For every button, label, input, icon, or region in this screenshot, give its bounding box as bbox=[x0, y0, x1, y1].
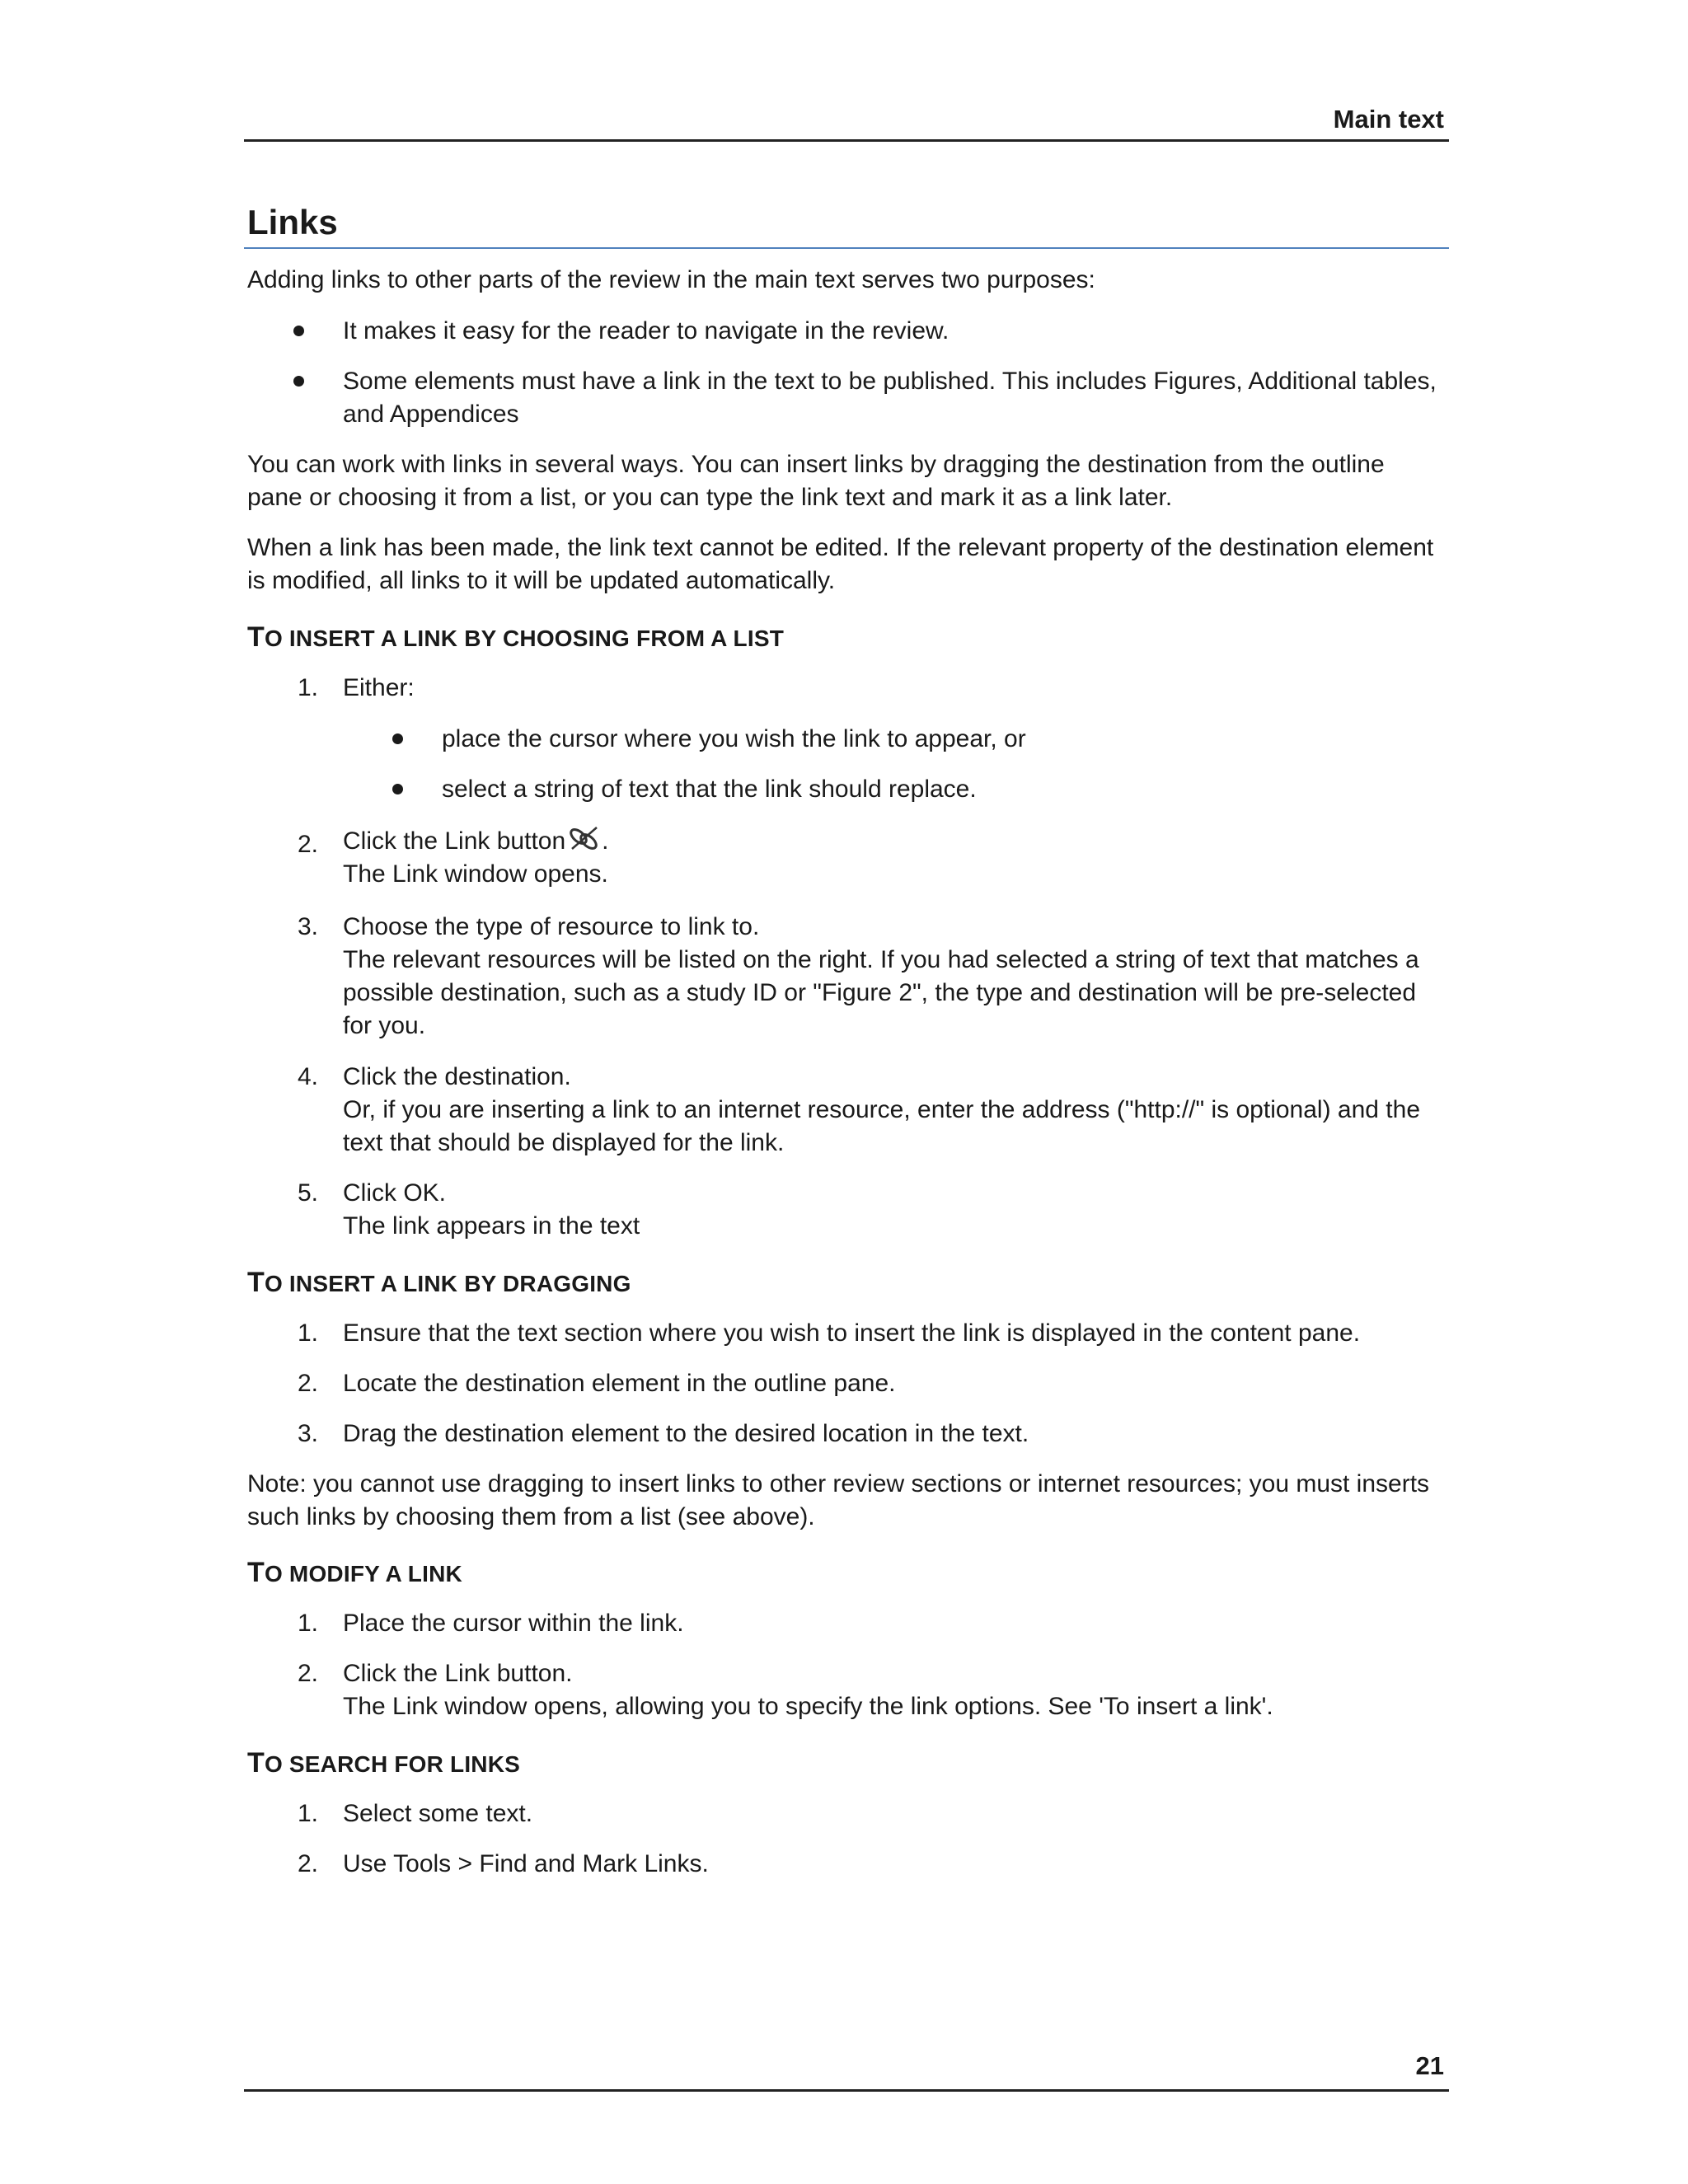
dragging-note: Note: you cannot use dragging to insert links to other review sections or internet resources; you must inserts such links by choosing them from a list (see above). bbox=[247, 1470, 1430, 1530]
subheading-initial: T bbox=[247, 1267, 265, 1298]
step-text: Click the Link button bbox=[343, 827, 566, 855]
step-detail: The Link window opens, allowing you to specify the link options. See 'To insert a link'. bbox=[343, 1693, 1273, 1720]
step-number: 2. bbox=[297, 1660, 318, 1687]
step-number: 3. bbox=[297, 1420, 318, 1447]
section-heading-rule bbox=[244, 198, 1449, 249]
bullet-dot bbox=[392, 784, 403, 794]
step-number: 5. bbox=[297, 1179, 318, 1207]
step-text: Use Tools > Find and Mark Links. bbox=[343, 1850, 709, 1877]
step-number: 2. bbox=[297, 831, 318, 858]
bullet-dot bbox=[293, 376, 304, 387]
step-number: 1. bbox=[297, 1319, 318, 1347]
step-text: Place the cursor within the link. bbox=[343, 1610, 684, 1637]
step-text: Click the Link button. bbox=[343, 1660, 573, 1687]
step-text: Select some text. bbox=[343, 1800, 533, 1827]
step-text: Click the destination. bbox=[343, 1063, 571, 1090]
running-header bbox=[244, 105, 1449, 142]
made-paragraph: When a link has been made, the link text cannot be edited. If the relevant property of the destination element is modified, all links to it will be updated automatically. bbox=[247, 534, 1434, 594]
page-number: 21 bbox=[1415, 2051, 1444, 2080]
subheading-initial: T bbox=[247, 621, 265, 653]
step-item bbox=[343, 1657, 1439, 1723]
step-text: Ensure that the text section where you wish to insert the link is displayed in the content pane. bbox=[343, 1319, 1361, 1347]
step-detail: The Link window opens. bbox=[343, 860, 608, 888]
subheading-search-links bbox=[247, 1746, 520, 1781]
step-text: Drag the destination element to the desired location in the text. bbox=[343, 1420, 1029, 1447]
step-number: 1. bbox=[297, 674, 318, 701]
step-number: 4. bbox=[297, 1063, 318, 1090]
step-item bbox=[343, 911, 1439, 1043]
subheading-insert-from-list bbox=[247, 621, 784, 655]
subheading-text: O SEARCH FOR LINKS bbox=[264, 1751, 521, 1777]
subheading-modify-link bbox=[247, 1556, 462, 1591]
either-option: place the cursor where you wish the link to appear, or bbox=[442, 725, 1026, 752]
step-item bbox=[343, 1177, 1439, 1243]
ways-paragraph: You can work with links in several ways. You can insert links by dragging the destination from the outline pane or choosing it from a list, or you can type the link text and mark it as a link later. bbox=[247, 451, 1385, 511]
bullet-dot bbox=[392, 733, 403, 744]
step-detail: Or, if you are inserting a link to an internet resource, enter the address ("http://" is optional) and the text that should be displayed for the link. bbox=[343, 1096, 1421, 1156]
step-detail: The relevant resources will be listed on the right. If you had selected a string of text that matches a possible destination, such as a study ID or "Figure 2", the type and destination will be pre-selected for you. bbox=[343, 946, 1419, 1039]
step-number: 3. bbox=[297, 913, 318, 940]
step-detail: The link appears in the text bbox=[343, 1212, 640, 1240]
section-title: Links bbox=[247, 203, 338, 241]
running-header-title: Main text bbox=[1333, 105, 1444, 134]
bullet-dot bbox=[293, 326, 304, 336]
subheading-text: O INSERT A LINK BY DRAGGING bbox=[264, 1271, 631, 1296]
step-text: Choose the type of resource to link to. bbox=[343, 913, 760, 940]
subheading-text: O INSERT A LINK BY CHOOSING FROM A LIST bbox=[264, 626, 785, 651]
step-number: 2. bbox=[297, 1850, 318, 1877]
purpose-item: It makes it easy for the reader to navigate in the review. bbox=[343, 317, 950, 344]
step-text-period: . bbox=[602, 827, 609, 855]
link-chain-icon bbox=[567, 824, 602, 854]
step-number: 2. bbox=[297, 1370, 318, 1397]
step-number: 1. bbox=[297, 1610, 318, 1637]
subheading-text: O MODIFY A LINK bbox=[264, 1561, 462, 1586]
intro-paragraph: Adding links to other parts of the review in the main text serves two purposes: bbox=[247, 266, 1095, 293]
subheading-initial: T bbox=[247, 1557, 265, 1588]
subheading-initial: T bbox=[247, 1747, 265, 1779]
running-footer bbox=[244, 2052, 1449, 2092]
subheading-insert-by-dragging bbox=[247, 1266, 631, 1301]
step-text: Click OK. bbox=[343, 1179, 447, 1207]
step-link-button bbox=[343, 824, 1439, 891]
step-text: Locate the destination element in the outline pane. bbox=[343, 1370, 896, 1397]
either-option: select a string of text that the link should replace. bbox=[442, 776, 977, 803]
step-item bbox=[343, 1061, 1439, 1160]
purpose-item: Some elements must have a link in the text to be published. This includes Figures, Additional tables, and Appendices bbox=[343, 368, 1437, 428]
step-text: Either: bbox=[343, 674, 415, 701]
step-number: 1. bbox=[297, 1800, 318, 1827]
